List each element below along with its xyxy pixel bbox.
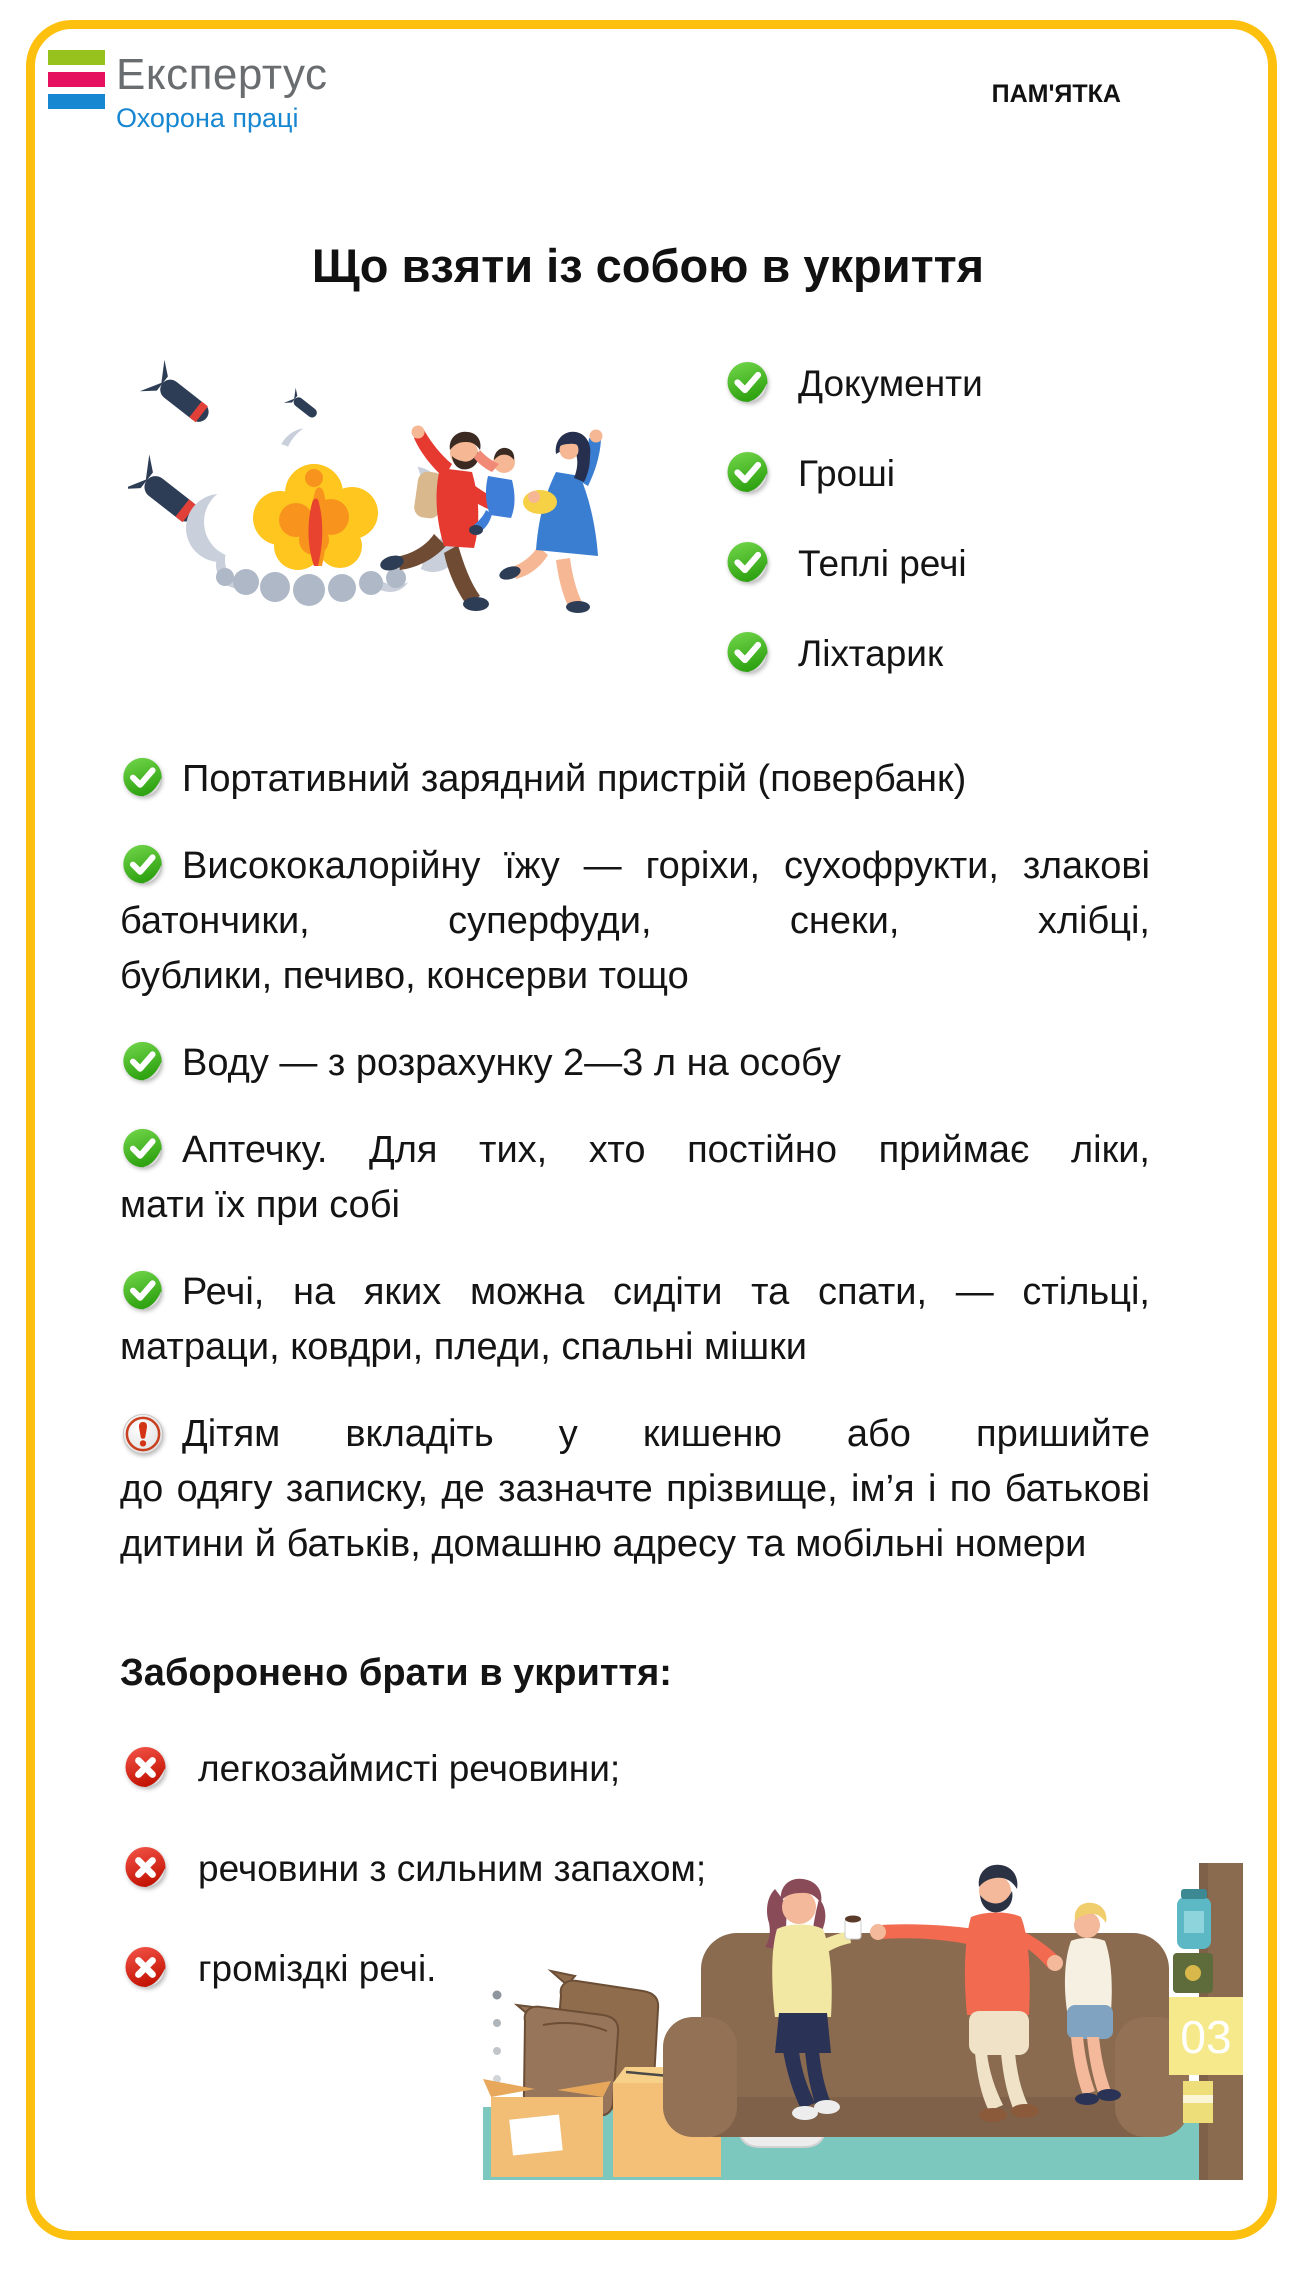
item-label: легкозаймисті речовини; bbox=[198, 1748, 621, 1789]
take-list bbox=[120, 752, 1150, 1604]
item-text: Речі, на яких можна сидіти та спати, — стільці, матраци, ковдри, пледи, спальні мішки bbox=[120, 1271, 1150, 1368]
dots-decoration bbox=[493, 1991, 502, 2084]
item-label: речовини з сильним запахом; bbox=[198, 1848, 707, 1889]
take-item bbox=[120, 1265, 1150, 1375]
item-label: громіздкі речі. bbox=[198, 1948, 437, 1989]
item-label: Ліхтарик bbox=[798, 633, 944, 674]
shelter-sign-number: 03 bbox=[1180, 2011, 1232, 2063]
checklist-item bbox=[724, 450, 983, 498]
check-sticker-icon bbox=[120, 756, 166, 802]
take-item bbox=[120, 752, 1150, 807]
check-sticker-icon bbox=[120, 843, 166, 889]
memo-label: ПАМ'ЯТКА bbox=[991, 80, 1121, 108]
item-text: Дітям вкладіть у кишеню або пришийте до одягу записку, де зазначте прізвище, ім’я і по батькові дитини й батьків, домашню адресу та мобільні номери bbox=[120, 1413, 1150, 1565]
take-item bbox=[120, 1123, 1150, 1233]
brand-name: Експертус bbox=[116, 50, 328, 99]
item-text: Портативний зарядний пристрій (повербанк) bbox=[182, 758, 967, 800]
item-text: Аптечку. Для тих, хто постійно приймає ліки, мати їх при собі bbox=[120, 1129, 1150, 1226]
brand-logo bbox=[48, 50, 328, 134]
warning-exclamation-icon bbox=[120, 1411, 166, 1457]
take-item bbox=[120, 1036, 1150, 1091]
item-label: Документи bbox=[798, 363, 983, 404]
check-sticker-icon bbox=[724, 450, 772, 498]
take-item bbox=[120, 839, 1150, 1004]
explosion-family-illustration bbox=[128, 350, 608, 648]
item-text: Воду — з розрахунку 2—3 л на особу bbox=[182, 1042, 841, 1084]
forbidden-item bbox=[122, 1742, 706, 1796]
quick-checklist bbox=[724, 360, 983, 720]
check-sticker-icon bbox=[120, 1269, 166, 1315]
logo-bars-icon bbox=[48, 50, 106, 110]
item-label: Гроші bbox=[798, 453, 896, 494]
check-sticker-icon bbox=[120, 1040, 166, 1086]
check-sticker-icon bbox=[724, 360, 772, 408]
page-title: Що взяти із собою в укриття bbox=[311, 239, 985, 292]
checklist-item bbox=[724, 630, 983, 678]
shelter-family-illustration bbox=[483, 1845, 1243, 2180]
cross-sticker-icon bbox=[122, 1745, 170, 1793]
cross-sticker-icon bbox=[122, 1845, 170, 1893]
check-sticker-icon bbox=[724, 540, 772, 588]
checklist-item bbox=[724, 540, 983, 588]
logo-text bbox=[116, 50, 328, 134]
item-text: Висококалорійну їжу — горіхи, сухофрукти, злакові батончики, суперфуди, снеки, хлібці, бублики, печиво, консерви тощо bbox=[120, 845, 1150, 997]
check-sticker-icon bbox=[724, 630, 772, 678]
take-item bbox=[120, 1407, 1150, 1572]
brand-tagline: Охорона праці bbox=[116, 102, 299, 133]
checklist-item bbox=[724, 360, 983, 408]
item-label: Теплі речі bbox=[798, 543, 967, 584]
forbidden-heading: Заборонено брати в укриття: bbox=[120, 1652, 672, 1694]
check-sticker-icon bbox=[120, 1127, 166, 1173]
cross-sticker-icon bbox=[122, 1945, 170, 1993]
